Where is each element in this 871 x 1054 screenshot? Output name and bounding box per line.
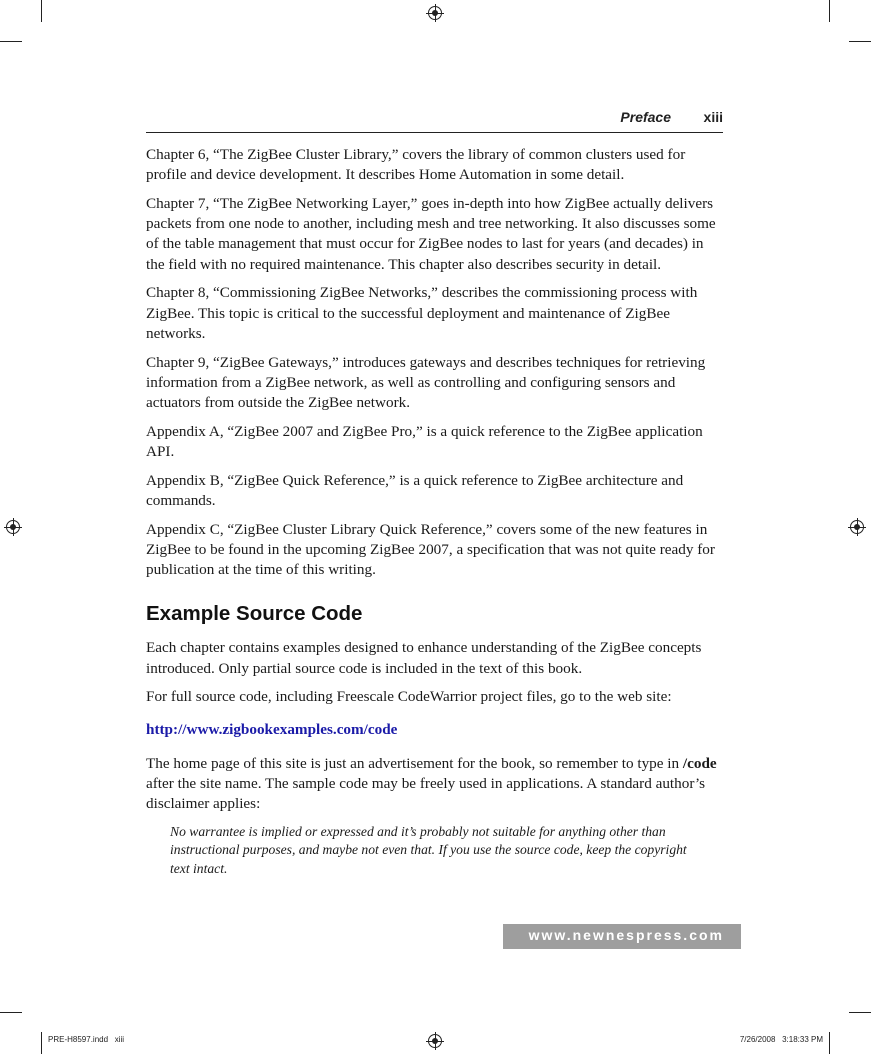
- footer-website-bar: [503, 924, 741, 949]
- crop-mark: [0, 41, 22, 42]
- crop-mark: [849, 41, 871, 42]
- registration-mark-icon: [428, 1034, 442, 1048]
- print-slug-date: 7/26/2008 3:18:33 PM: [739, 1035, 823, 1044]
- page-body: [146, 145, 724, 878]
- home-page-text: The home page of this site is just an advertisement for the book, so remember to type in: [146, 754, 683, 772]
- paragraph-appendix-b: Appendix B, “ZigBee Quick Reference,” is a quick reference to ZigBee architecture and commands.: [146, 471, 684, 510]
- section-heading: Example Source Code: [146, 602, 363, 626]
- registration-mark-icon: [6, 520, 20, 534]
- crop-mark: [829, 0, 830, 22]
- paragraph-chapter-6: Chapter 6, “The ZigBee Cluster Library,” covers the library of common clusters used for profile and device development. It describes Home Automation in some detail.: [146, 146, 686, 184]
- paragraph-examples: Each chapter contains examples designed to enhance understanding of the ZigBee concepts introduced. Only partial source code is included in the text of this book.: [146, 639, 702, 677]
- paragraph-appendix-a: Appendix A, “ZigBee 2007 and ZigBee Pro,” is a quick reference to the ZigBee application API.: [146, 422, 703, 461]
- code-path: /code: [682, 754, 717, 772]
- crop-mark: [0, 1012, 22, 1013]
- crop-mark: [849, 1012, 871, 1013]
- header-section-title: Preface: [620, 109, 671, 125]
- home-page-text-continued: after the site name. The sample code may be freely used in applications. A standard author’s disclaimer applies:: [146, 775, 706, 813]
- paragraph-full-source: For full source code, including Freescale CodeWarrior project files, go to the web site:: [146, 688, 672, 706]
- paragraph-chapter-8: Chapter 8, “Commissioning ZigBee Networks,” describes the commissioning process with ZigBee. This topic is critical to the successful deployment and maintenance of ZigBee networks.: [146, 284, 698, 342]
- crop-mark: [829, 1032, 830, 1054]
- running-header: [146, 108, 723, 133]
- crop-mark: [41, 0, 42, 22]
- source-code-link[interactable]: http://www.zigbookexamples.com/code: [146, 720, 398, 738]
- disclaimer-quote: No warrantee is implied or expressed and it’s probably not suitable for anything other than instructional purposes, and maybe not even that. If you use the source code, keep the copyright text intact.: [170, 824, 687, 876]
- paragraph-home-page: [146, 754, 724, 815]
- paragraph-chapter-7: Chapter 7, “The ZigBee Networking Layer,” goes in-depth into how ZigBee actually delivers packets from one node to another, including mesh and tree networking. It also discusses some of the table management that must occur for ZigBee nodes to last for years (and decades) in the field with no required maintenance. This chapter also describes security in detail.: [146, 195, 716, 273]
- crop-mark: [41, 1032, 42, 1054]
- registration-mark-icon: [428, 6, 442, 20]
- paragraph-chapter-9: Chapter 9, “ZigBee Gateways,” introduces gateways and describes techniques for retrieving information from a ZigBee network, as well as controlling and configuring sensors and actuators from outside the ZigBee network.: [146, 353, 706, 412]
- footer-website: www.newnespress.com: [528, 927, 724, 943]
- paragraph-appendix-c: Appendix C, “ZigBee Cluster Library Quick Reference,” covers some of the new features in ZigBee to be found in the upcoming ZigBee 2007, a specification that was not quite ready for publication at the time of this writing.: [146, 520, 715, 579]
- page-number: xiii: [703, 109, 723, 125]
- print-slug-file: PRE-H8597.indd xiii: [48, 1035, 125, 1044]
- registration-mark-icon: [850, 520, 864, 534]
